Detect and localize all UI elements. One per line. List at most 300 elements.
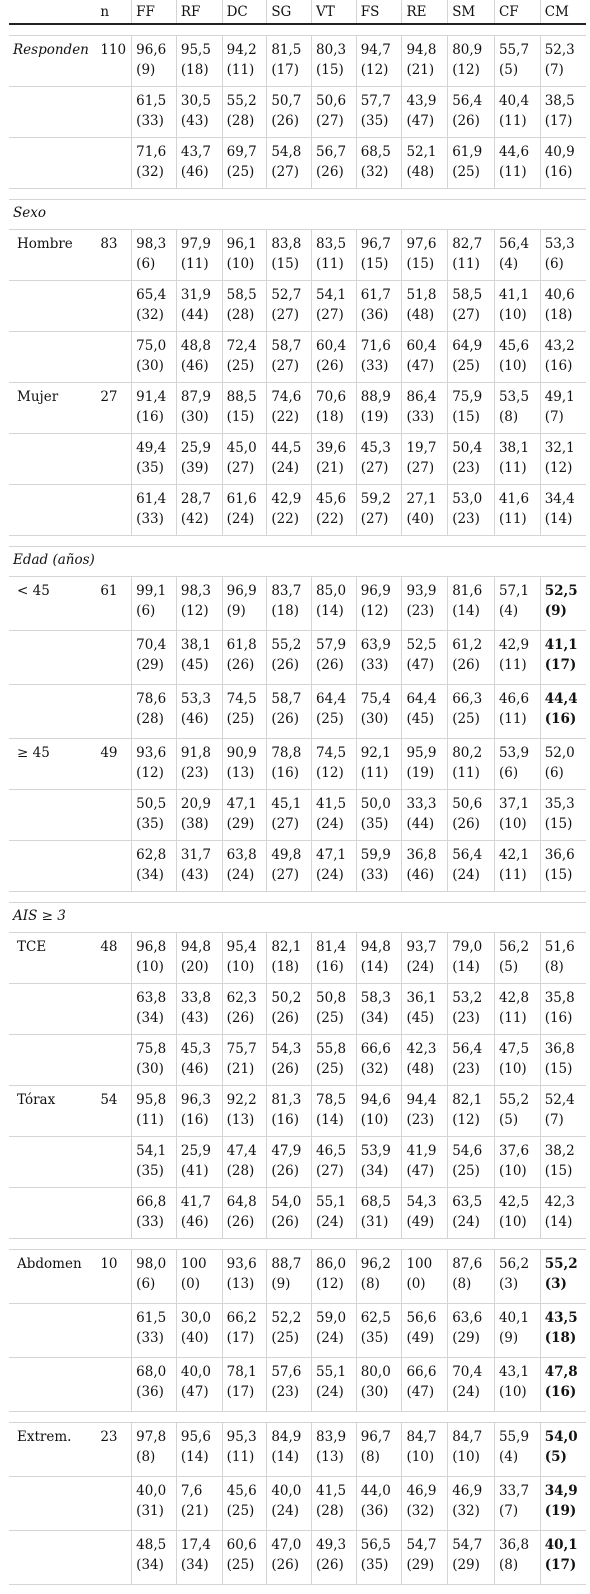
cell-sd: (15) bbox=[452, 409, 480, 425]
cell-sd: (47) bbox=[180, 1384, 209, 1400]
cell-value: 37,1 bbox=[498, 796, 530, 812]
cell-value: 84,7 bbox=[452, 1429, 483, 1445]
cell-sd: (47) bbox=[406, 358, 435, 374]
data-cell bbox=[448, 1304, 495, 1358]
cell-value: 55,2 bbox=[498, 1092, 530, 1108]
cell-sd: (9) bbox=[498, 1330, 519, 1346]
cell-sd: (32) bbox=[406, 1503, 435, 1519]
data-cell bbox=[176, 1358, 222, 1412]
data-cell bbox=[402, 434, 448, 485]
cell-sd: (10) bbox=[226, 959, 255, 975]
table-row bbox=[9, 1358, 586, 1412]
data-cell bbox=[494, 1423, 540, 1477]
data-cell bbox=[494, 383, 540, 434]
table-row bbox=[9, 1137, 586, 1188]
data-cell bbox=[448, 1035, 495, 1086]
data-cell bbox=[448, 87, 495, 138]
data-cell bbox=[356, 138, 402, 189]
data-cell bbox=[222, 1304, 267, 1358]
data-cell bbox=[494, 36, 540, 87]
cell-value: 75,9 bbox=[452, 389, 483, 405]
data-cell bbox=[356, 933, 402, 984]
cell-sd: (47) bbox=[406, 113, 435, 129]
cell-sd: (12) bbox=[180, 603, 209, 619]
spacer-row bbox=[9, 1412, 586, 1423]
cell-sd: (10) bbox=[498, 816, 527, 832]
cell-sd: (23) bbox=[452, 1010, 480, 1026]
cell-value: 43,1 bbox=[498, 1364, 530, 1380]
cell-value: 50,0 bbox=[360, 796, 391, 812]
cell-sd: (25) bbox=[452, 1163, 480, 1179]
cell-sd: (17) bbox=[544, 1557, 577, 1573]
cell-value: 92,1 bbox=[360, 745, 391, 761]
table-row bbox=[9, 933, 586, 984]
cell-sd: (33) bbox=[360, 867, 389, 883]
cell-value: 33,7 bbox=[498, 1483, 530, 1499]
cell-value: 61,2 bbox=[452, 637, 483, 653]
row-label bbox=[9, 1137, 96, 1188]
data-cell bbox=[448, 631, 495, 685]
cell-value: 69,7 bbox=[226, 144, 257, 160]
cell-value: 50,7 bbox=[271, 93, 302, 109]
cell-sd: (12) bbox=[316, 1276, 344, 1292]
data-cell bbox=[312, 1137, 357, 1188]
cell-value: 30,5 bbox=[180, 93, 211, 109]
cell-value: 68,5 bbox=[360, 144, 391, 160]
data-cell bbox=[176, 281, 222, 332]
cell-value: 55,2 bbox=[271, 637, 302, 653]
cell-value: 68,0 bbox=[136, 1364, 167, 1380]
table-row bbox=[9, 841, 586, 892]
data-cell bbox=[540, 1304, 586, 1358]
cell-sd: (15) bbox=[544, 816, 573, 832]
cell-sd: (36) bbox=[136, 1384, 164, 1400]
data-cell bbox=[132, 577, 177, 631]
data-cell bbox=[312, 1477, 357, 1531]
cell-sd: (22) bbox=[271, 511, 300, 527]
cell-sd: (11) bbox=[498, 113, 527, 129]
data-cell bbox=[267, 933, 312, 984]
cell-sd: (6) bbox=[136, 603, 156, 619]
data-table-container bbox=[9, 0, 586, 1585]
data-cell bbox=[176, 1423, 222, 1477]
cell-sd: (30) bbox=[180, 409, 209, 425]
data-cell bbox=[356, 281, 402, 332]
data-cell bbox=[132, 434, 177, 485]
cell-value: 43,9 bbox=[406, 93, 437, 109]
row-label bbox=[9, 1477, 96, 1531]
row-label: < 45 bbox=[9, 577, 96, 631]
cell-sd: (0) bbox=[406, 1276, 426, 1292]
data-cell bbox=[356, 739, 402, 790]
data-cell bbox=[494, 485, 540, 536]
cell-sd: (24) bbox=[226, 511, 255, 527]
cell-value: 71,6 bbox=[136, 144, 167, 160]
cell-sd: (16) bbox=[316, 959, 344, 975]
data-cell bbox=[132, 933, 177, 984]
data-cell bbox=[356, 434, 402, 485]
table-row bbox=[9, 739, 586, 790]
data-cell bbox=[132, 1358, 177, 1412]
cell-sd: (28) bbox=[226, 1163, 255, 1179]
cell-sd: (4) bbox=[498, 1449, 519, 1465]
data-cell bbox=[402, 1188, 448, 1239]
row-label bbox=[9, 984, 96, 1035]
cell-value: 96,1 bbox=[226, 236, 257, 252]
data-cell bbox=[402, 1477, 448, 1531]
data-cell bbox=[176, 230, 222, 281]
cell-value: 53,3 bbox=[180, 691, 211, 707]
data-cell bbox=[356, 87, 402, 138]
row-label bbox=[9, 434, 96, 485]
data-cell bbox=[222, 631, 267, 685]
cell-sd: (6) bbox=[136, 256, 156, 272]
cell-value: 41,1 bbox=[544, 637, 578, 653]
cell-value: 64,9 bbox=[452, 338, 483, 354]
data-cell bbox=[356, 485, 402, 536]
data-cell bbox=[494, 1188, 540, 1239]
cell-sd: (17) bbox=[271, 62, 300, 78]
cell-sd: (25) bbox=[452, 164, 480, 180]
row-n: 27 bbox=[96, 383, 131, 434]
cell-sd: (24) bbox=[316, 816, 344, 832]
cell-sd: (34) bbox=[180, 1557, 209, 1573]
cell-sd: (14) bbox=[360, 959, 389, 975]
cell-sd: (15) bbox=[271, 256, 300, 272]
column-header bbox=[9, 0, 96, 24]
cell-value: 66,2 bbox=[226, 1310, 257, 1326]
data-cell bbox=[176, 434, 222, 485]
cell-value: 20,9 bbox=[180, 796, 211, 812]
cell-sd: (27) bbox=[271, 867, 300, 883]
cell-value: 75,8 bbox=[136, 1041, 167, 1057]
cell-sd: (12) bbox=[452, 62, 480, 78]
cell-value: 93,6 bbox=[226, 1256, 257, 1272]
cell-sd: (13) bbox=[226, 765, 255, 781]
row-n bbox=[96, 1188, 131, 1239]
cell-sd: (11) bbox=[226, 62, 255, 78]
row-n bbox=[96, 1304, 131, 1358]
row-n bbox=[96, 281, 131, 332]
cell-value: 94,4 bbox=[406, 1092, 437, 1108]
cell-value: 41,6 bbox=[498, 491, 530, 507]
cell-sd: (43) bbox=[180, 867, 209, 883]
data-cell bbox=[267, 1423, 312, 1477]
data-cell bbox=[540, 281, 586, 332]
cell-value: 63,8 bbox=[136, 990, 167, 1006]
cell-sd: (26) bbox=[271, 1061, 300, 1077]
cell-sd: (5) bbox=[498, 62, 519, 78]
table-row bbox=[9, 685, 586, 739]
table-row bbox=[9, 790, 586, 841]
data-cell bbox=[494, 1137, 540, 1188]
cell-sd: (23) bbox=[271, 1384, 300, 1400]
cell-value: 70,4 bbox=[136, 637, 167, 653]
cell-sd: (34) bbox=[360, 1163, 389, 1179]
data-cell bbox=[267, 1477, 312, 1531]
data-cell bbox=[176, 1250, 222, 1304]
data-cell bbox=[312, 1250, 357, 1304]
cell-sd: (24) bbox=[316, 1214, 344, 1230]
data-cell bbox=[356, 1250, 402, 1304]
data-cell bbox=[267, 87, 312, 138]
data-cell bbox=[176, 685, 222, 739]
cell-value: 91,4 bbox=[136, 389, 167, 405]
cell-value: 54,3 bbox=[271, 1041, 302, 1057]
cell-value: 46,6 bbox=[498, 691, 530, 707]
data-cell bbox=[132, 1250, 177, 1304]
data-cell bbox=[176, 36, 222, 87]
cell-value: 72,4 bbox=[226, 338, 257, 354]
cell-value: 27,1 bbox=[406, 491, 437, 507]
cell-sd: (46) bbox=[180, 711, 209, 727]
cell-sd: (11) bbox=[226, 1449, 255, 1465]
column-header: FS bbox=[356, 0, 402, 24]
cell-value: 55,9 bbox=[498, 1429, 530, 1445]
cell-value: 96,7 bbox=[360, 1429, 391, 1445]
cell-value: 68,5 bbox=[360, 1194, 391, 1210]
data-cell bbox=[312, 1035, 357, 1086]
data-cell bbox=[494, 138, 540, 189]
data-cell bbox=[402, 1304, 448, 1358]
data-cell bbox=[267, 1137, 312, 1188]
cell-sd: (24) bbox=[271, 460, 300, 476]
cell-value: 56,4 bbox=[452, 1041, 483, 1057]
cell-value: 58,7 bbox=[271, 338, 302, 354]
cell-sd: (24) bbox=[316, 1330, 344, 1346]
cell-value: 82,1 bbox=[452, 1092, 483, 1108]
cell-sd: (25) bbox=[452, 358, 480, 374]
cell-value: 50,2 bbox=[271, 990, 302, 1006]
cell-sd: (18) bbox=[271, 959, 300, 975]
data-cell bbox=[267, 434, 312, 485]
data-cell bbox=[312, 383, 357, 434]
data-cell bbox=[267, 1086, 312, 1137]
cell-value: 41,5 bbox=[316, 1483, 347, 1499]
cell-value: 96,7 bbox=[360, 236, 391, 252]
row-n bbox=[96, 631, 131, 685]
cell-sd: (15) bbox=[360, 256, 389, 272]
data-cell bbox=[267, 230, 312, 281]
data-cell bbox=[312, 1304, 357, 1358]
cell-value: 95,8 bbox=[136, 1092, 167, 1108]
cell-value: 43,2 bbox=[544, 338, 575, 354]
cell-sd: (35) bbox=[360, 1330, 389, 1346]
cell-sd: (39) bbox=[180, 460, 209, 476]
cell-value: 52,7 bbox=[271, 287, 302, 303]
table-row bbox=[9, 332, 586, 383]
data-cell bbox=[402, 1423, 448, 1477]
data-cell bbox=[176, 1304, 222, 1358]
data-cell bbox=[176, 841, 222, 892]
cell-sd: (11) bbox=[360, 765, 389, 781]
data-cell bbox=[176, 138, 222, 189]
data-cell bbox=[312, 1188, 357, 1239]
row-label bbox=[9, 138, 96, 189]
data-cell bbox=[222, 577, 267, 631]
data-cell bbox=[402, 685, 448, 739]
data-cell bbox=[402, 933, 448, 984]
data-cell bbox=[132, 685, 177, 739]
cell-sd: (36) bbox=[360, 307, 389, 323]
row-n bbox=[96, 485, 131, 536]
cell-sd: (0) bbox=[180, 1276, 200, 1292]
data-cell bbox=[176, 631, 222, 685]
cell-value: 40,6 bbox=[544, 287, 575, 303]
data-cell bbox=[312, 1531, 357, 1585]
cell-value: 98,3 bbox=[180, 583, 211, 599]
data-cell bbox=[176, 1531, 222, 1585]
data-cell bbox=[448, 332, 495, 383]
cell-sd: (16) bbox=[271, 1112, 300, 1128]
data-cell bbox=[402, 739, 448, 790]
section-row bbox=[9, 547, 586, 577]
cell-value: 79,0 bbox=[452, 939, 483, 955]
cell-sd: (13) bbox=[226, 1276, 255, 1292]
cell-sd: (9) bbox=[544, 603, 567, 619]
cell-value: 38,5 bbox=[544, 93, 575, 109]
cell-value: 66,6 bbox=[406, 1364, 437, 1380]
cell-value: 56,2 bbox=[498, 1256, 530, 1272]
cell-value: 65,4 bbox=[136, 287, 167, 303]
spacer-row bbox=[9, 24, 586, 36]
cell-value: 38,1 bbox=[180, 637, 211, 653]
data-cell bbox=[448, 1477, 495, 1531]
data-cell bbox=[267, 1250, 312, 1304]
data-cell bbox=[312, 332, 357, 383]
cell-sd: (11) bbox=[316, 256, 344, 272]
cell-value: 57,9 bbox=[316, 637, 347, 653]
cell-value: 71,6 bbox=[360, 338, 391, 354]
cell-value: 57,1 bbox=[498, 583, 530, 599]
cell-value: 94,2 bbox=[226, 42, 257, 58]
cell-sd: (24) bbox=[452, 1214, 480, 1230]
cell-value: 75,7 bbox=[226, 1041, 257, 1057]
cell-value: 88,9 bbox=[360, 389, 391, 405]
cell-sd: (32) bbox=[136, 307, 164, 323]
data-cell bbox=[540, 685, 586, 739]
data-cell bbox=[222, 36, 267, 87]
cell-value: 63,9 bbox=[360, 637, 391, 653]
row-n bbox=[96, 138, 131, 189]
cell-sd: (21) bbox=[406, 62, 435, 78]
cell-value: 54,3 bbox=[406, 1194, 437, 1210]
cell-value: 52,5 bbox=[406, 637, 437, 653]
cell-value: 100 bbox=[406, 1256, 433, 1272]
cell-sd: (32) bbox=[360, 1061, 389, 1077]
cell-sd: (35) bbox=[136, 1163, 164, 1179]
data-cell bbox=[132, 1035, 177, 1086]
column-header: SG bbox=[267, 0, 312, 24]
cell-sd: (10) bbox=[498, 1214, 527, 1230]
cell-sd: (15) bbox=[544, 1061, 573, 1077]
cell-sd: (33) bbox=[406, 409, 435, 425]
cell-value: 61,5 bbox=[136, 1310, 167, 1326]
cell-value: 44,4 bbox=[544, 691, 578, 707]
cell-value: 96,9 bbox=[226, 583, 257, 599]
cell-sd: (18) bbox=[180, 62, 209, 78]
cell-sd: (14) bbox=[452, 603, 480, 619]
cell-sd: (12) bbox=[544, 460, 573, 476]
cell-value: 45,6 bbox=[316, 491, 347, 507]
data-cell bbox=[356, 1304, 402, 1358]
data-cell bbox=[132, 631, 177, 685]
cell-sd: (45) bbox=[406, 711, 435, 727]
data-cell bbox=[312, 631, 357, 685]
row-label: Hombre bbox=[9, 230, 96, 281]
cell-value: 74,5 bbox=[226, 691, 257, 707]
cell-value: 93,7 bbox=[406, 939, 437, 955]
cell-value: 47,1 bbox=[226, 796, 257, 812]
cell-value: 59,9 bbox=[360, 847, 391, 863]
table-row bbox=[9, 1304, 586, 1358]
cell-sd: (26) bbox=[271, 1557, 300, 1573]
cell-sd: (17) bbox=[544, 113, 573, 129]
data-cell bbox=[222, 1423, 267, 1477]
cell-sd: (34) bbox=[136, 867, 164, 883]
cell-value: 46,9 bbox=[406, 1483, 437, 1499]
cell-value: 78,5 bbox=[316, 1092, 347, 1108]
cell-value: 55,1 bbox=[316, 1194, 347, 1210]
cell-value: 56,4 bbox=[452, 93, 483, 109]
data-cell bbox=[356, 1531, 402, 1585]
cell-value: 58,3 bbox=[360, 990, 391, 1006]
cell-sd: (49) bbox=[406, 1330, 435, 1346]
cell-sd: (33) bbox=[136, 1330, 164, 1346]
cell-value: 96,2 bbox=[360, 1256, 391, 1272]
cell-sd: (41) bbox=[180, 1163, 209, 1179]
row-n bbox=[96, 790, 131, 841]
section-title: Edad (años) bbox=[9, 547, 586, 577]
row-n bbox=[96, 332, 131, 383]
cell-value: 60,4 bbox=[406, 338, 437, 354]
cell-sd: (19) bbox=[360, 409, 389, 425]
cell-sd: (26) bbox=[316, 1557, 344, 1573]
cell-value: 17,4 bbox=[180, 1537, 211, 1553]
data-cell bbox=[132, 230, 177, 281]
cell-sd: (10) bbox=[498, 358, 527, 374]
data-cell bbox=[402, 1035, 448, 1086]
cell-sd: (11) bbox=[498, 867, 527, 883]
cell-sd: (28) bbox=[136, 711, 164, 727]
data-cell bbox=[132, 790, 177, 841]
column-header: SM bbox=[448, 0, 495, 24]
row-label bbox=[9, 87, 96, 138]
cell-value: 61,6 bbox=[226, 491, 257, 507]
cell-sd: (15) bbox=[226, 409, 255, 425]
cell-value: 36,8 bbox=[406, 847, 437, 863]
data-cell bbox=[222, 332, 267, 383]
data-cell bbox=[402, 138, 448, 189]
data-cell bbox=[176, 1477, 222, 1531]
cell-value: 56,2 bbox=[498, 939, 530, 955]
cell-sd: (14) bbox=[544, 511, 573, 527]
section-row bbox=[9, 200, 586, 230]
cell-value: 7,6 bbox=[180, 1483, 203, 1499]
cell-value: 99,1 bbox=[136, 583, 167, 599]
row-n bbox=[96, 1531, 131, 1585]
cell-value: 54,6 bbox=[452, 1143, 483, 1159]
cell-sd: (10) bbox=[452, 1449, 480, 1465]
table-row bbox=[9, 1188, 586, 1239]
cell-value: 66,6 bbox=[360, 1041, 391, 1057]
cell-sd: (12) bbox=[452, 1112, 480, 1128]
cell-sd: (34) bbox=[136, 1010, 164, 1026]
cell-sd: (33) bbox=[360, 358, 389, 374]
table-row bbox=[9, 1531, 586, 1585]
data-cell bbox=[222, 434, 267, 485]
cell-sd: (27) bbox=[360, 460, 389, 476]
